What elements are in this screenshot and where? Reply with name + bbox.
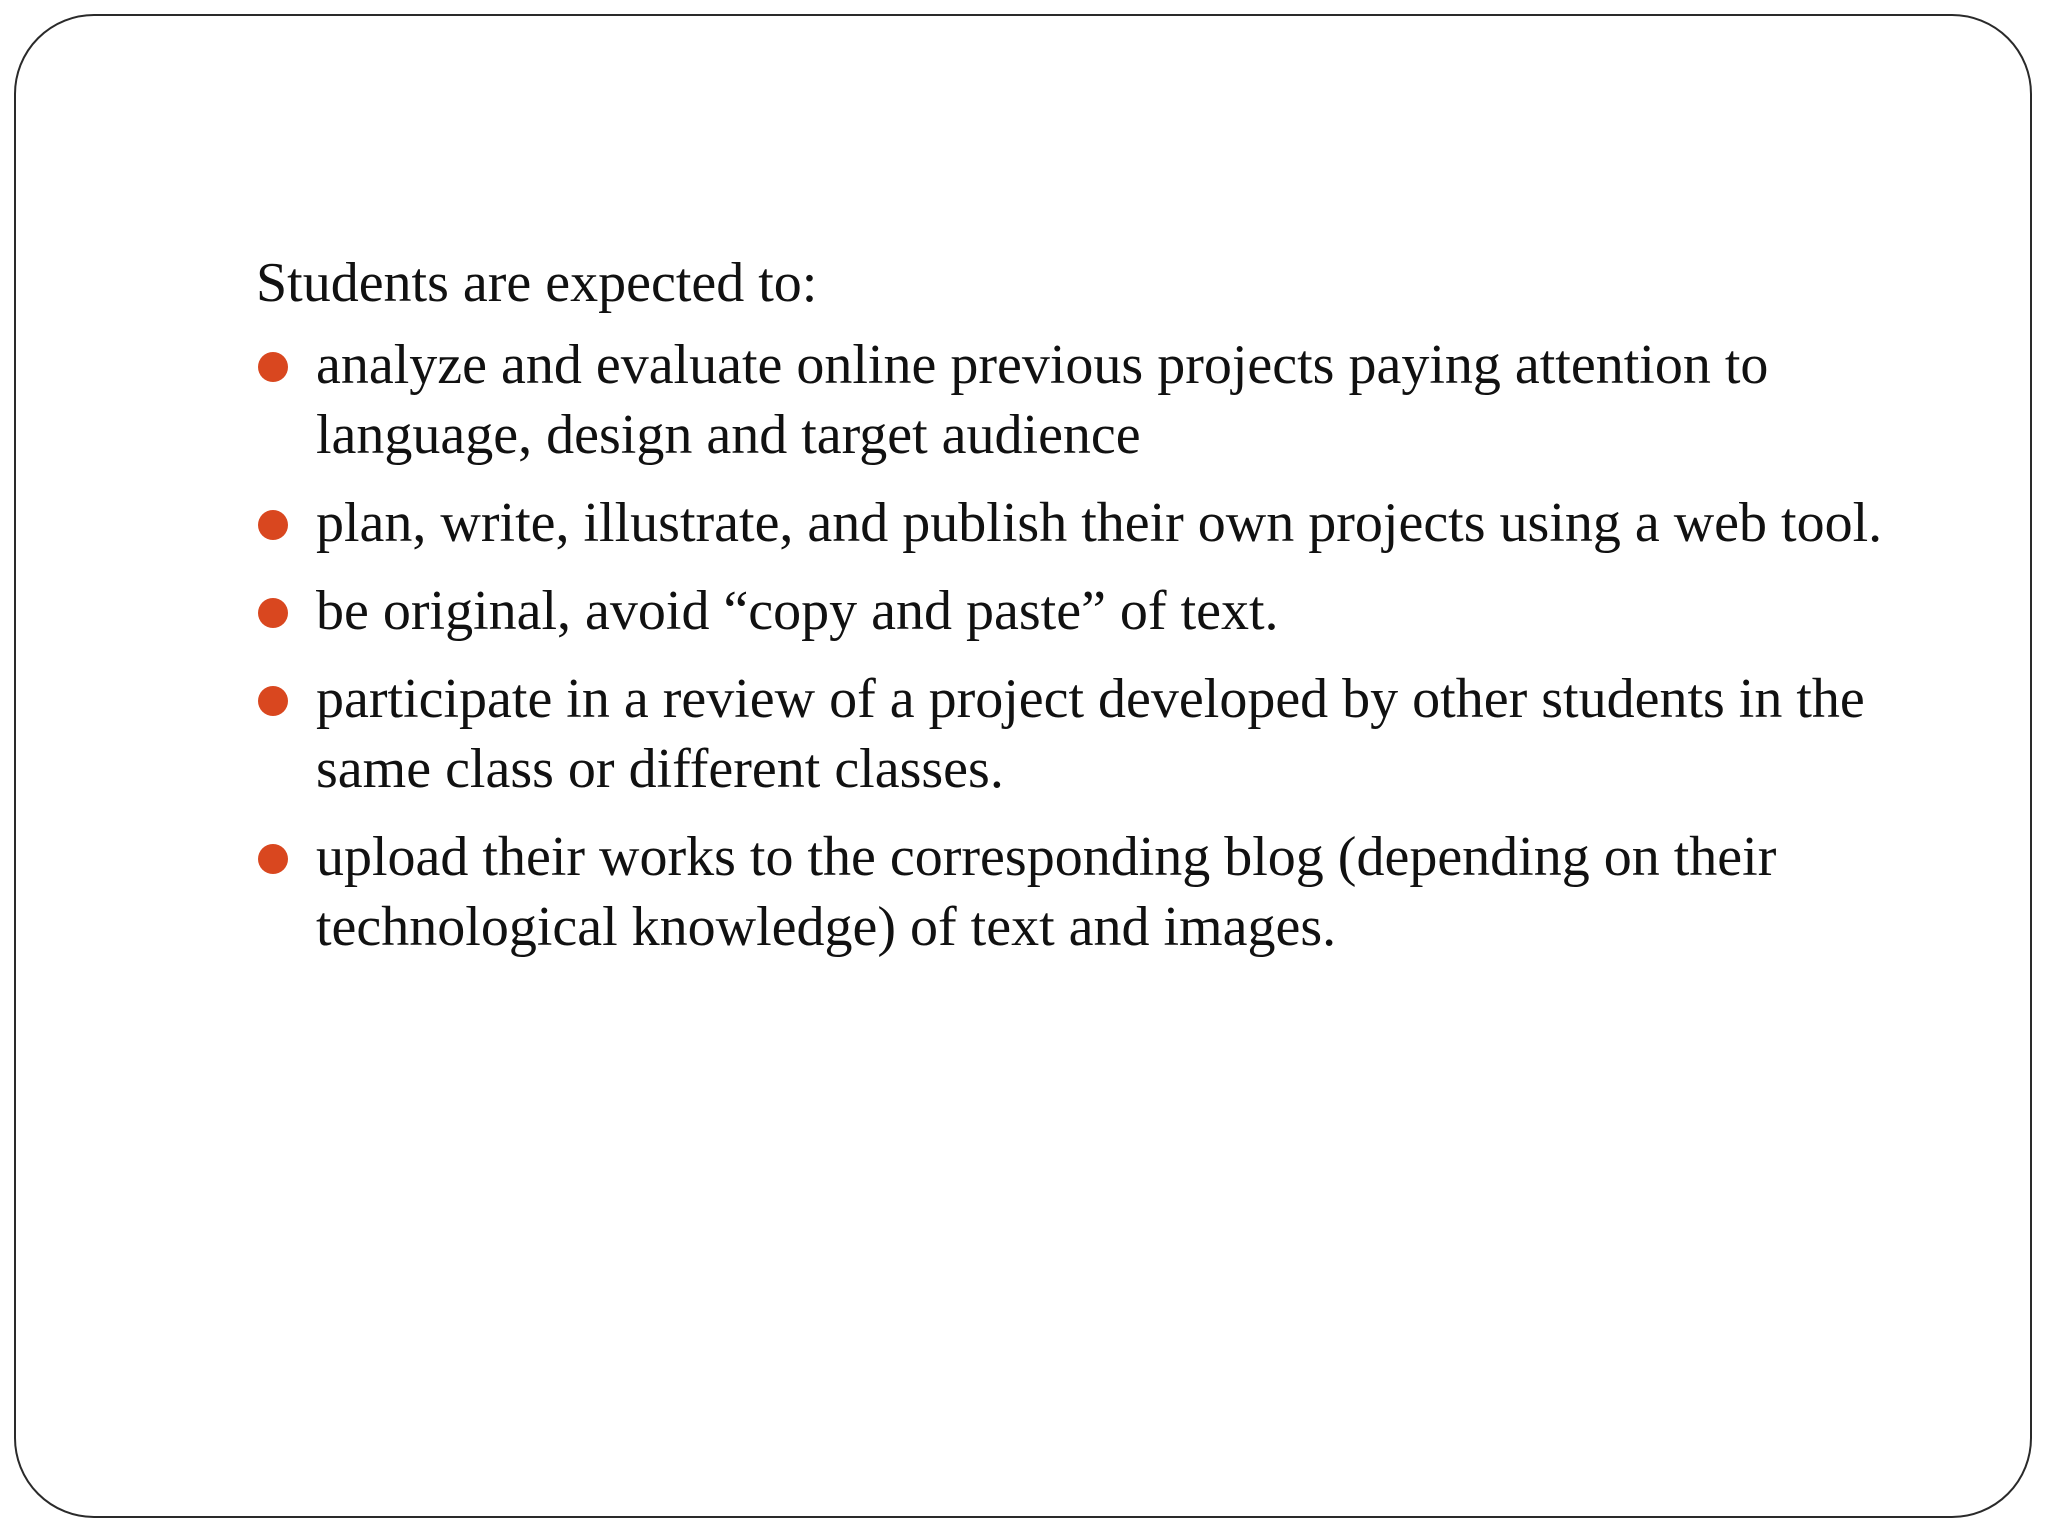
bullet-text: participate in a review of a project developed by other students in the same class or different classes. bbox=[316, 668, 1865, 800]
bullet-item bbox=[256, 664, 1976, 804]
slide-intro: Students are expected to: bbox=[256, 252, 818, 314]
bullet-dot-icon bbox=[258, 510, 288, 540]
bullet-text: upload their works to the corresponding blog (depending on their technological knowledge) of text and images. bbox=[316, 826, 1777, 958]
bullet-dot-icon bbox=[258, 844, 288, 874]
bullet-item bbox=[256, 576, 1976, 646]
bullet-item bbox=[256, 822, 1976, 962]
bullet-list bbox=[256, 330, 1976, 962]
bullet-dot-icon bbox=[258, 686, 288, 716]
bullet-text: plan, write, illustrate, and publish their own projects using a web tool. bbox=[316, 492, 1883, 554]
slide-content bbox=[256, 248, 1976, 980]
bullet-dot-icon bbox=[258, 598, 288, 628]
slide-frame bbox=[14, 14, 2032, 1518]
bullet-text: analyze and evaluate online previous projects paying attention to language, design and target audience bbox=[316, 334, 1769, 466]
bullet-dot-icon bbox=[258, 352, 288, 382]
bullet-item bbox=[256, 488, 1976, 558]
bullet-item bbox=[256, 330, 1976, 470]
bullet-text: be original, avoid “copy and paste” of text. bbox=[316, 580, 1279, 642]
